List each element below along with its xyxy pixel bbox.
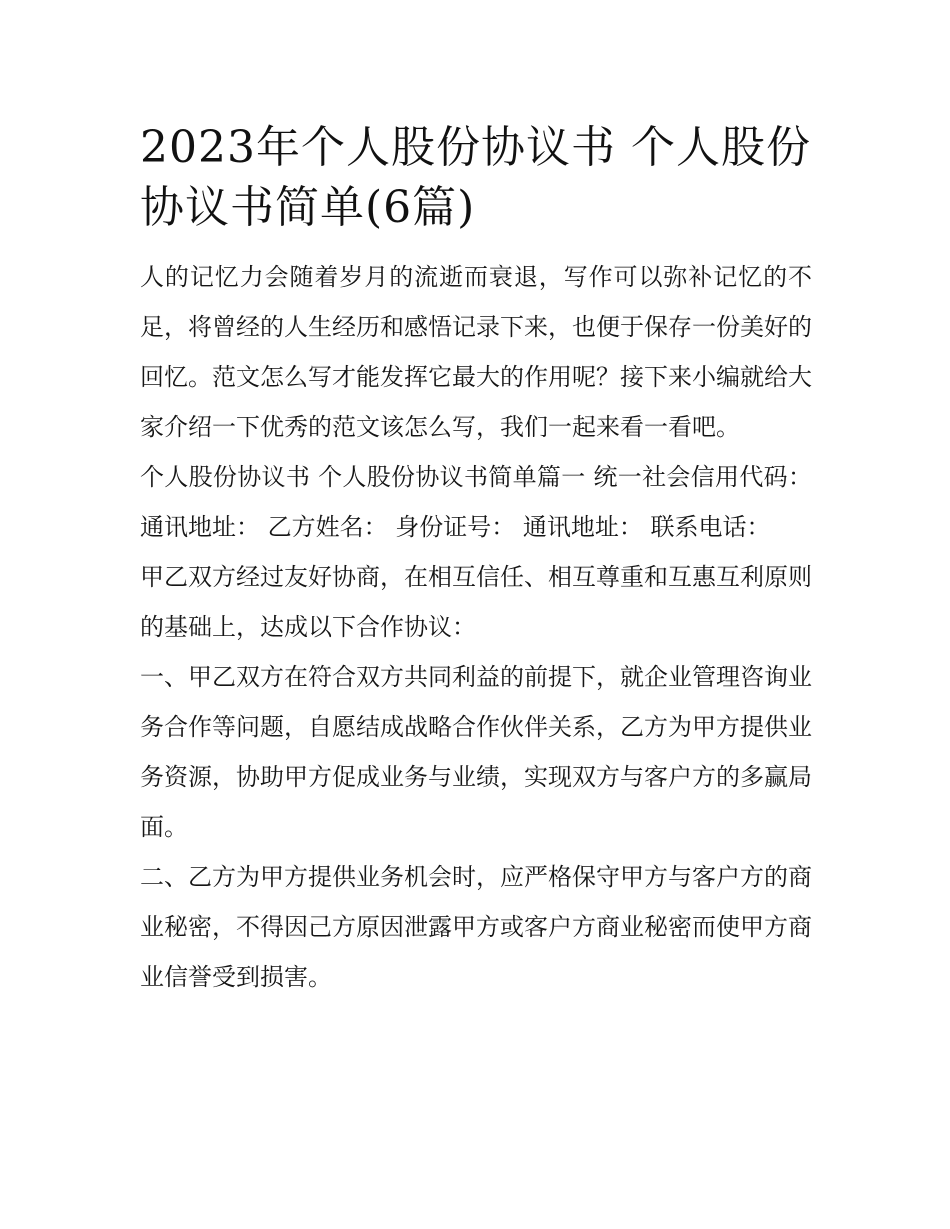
- document-body: [140, 118, 812, 1002]
- preamble-paragraph: 甲乙双方经过友好协商，在相互信任、相互尊重和互惠互利原则的基础上，达成以下合作协议：: [140, 563, 812, 641]
- document-title: 2023年个人股份协议书 个人股份协议书简单(6篇): [140, 122, 811, 233]
- intro-paragraph: 人的记忆力会随着岁月的流逝而衰退，写作可以弥补记忆的不足，将曾经的人生经历和感悟记录下来，也便于保存一份美好的回忆。范文怎么写才能发挥它最大的作用呢？接下来小编就给大家介绍一下优秀的范文该怎么写，我们一起来看一看吧。: [140, 263, 812, 441]
- clause-one-paragraph: 一、甲乙双方在符合双方共同利益的前提下，就企业管理咨询业务合作等问题，自愿结成战略合作伙伴关系，乙方为甲方提供业务资源，协助甲方促成业务与业绩，实现双方与客户方的多赢局面。: [140, 663, 812, 841]
- party-info-paragraph: 个人股份协议书 个人股份协议书简单篇一 统一社会信用代码： 通讯地址： 乙方姓名： 身份证号： 通讯地址： 联系电话：: [140, 463, 812, 541]
- clause-two-paragraph: 二、乙方为甲方提供业务机会时，应严格保守甲方与客户方的商业秘密，不得因己方原因泄露甲方或客户方商业秘密而使甲方商业信誉受到损害。: [140, 863, 812, 991]
